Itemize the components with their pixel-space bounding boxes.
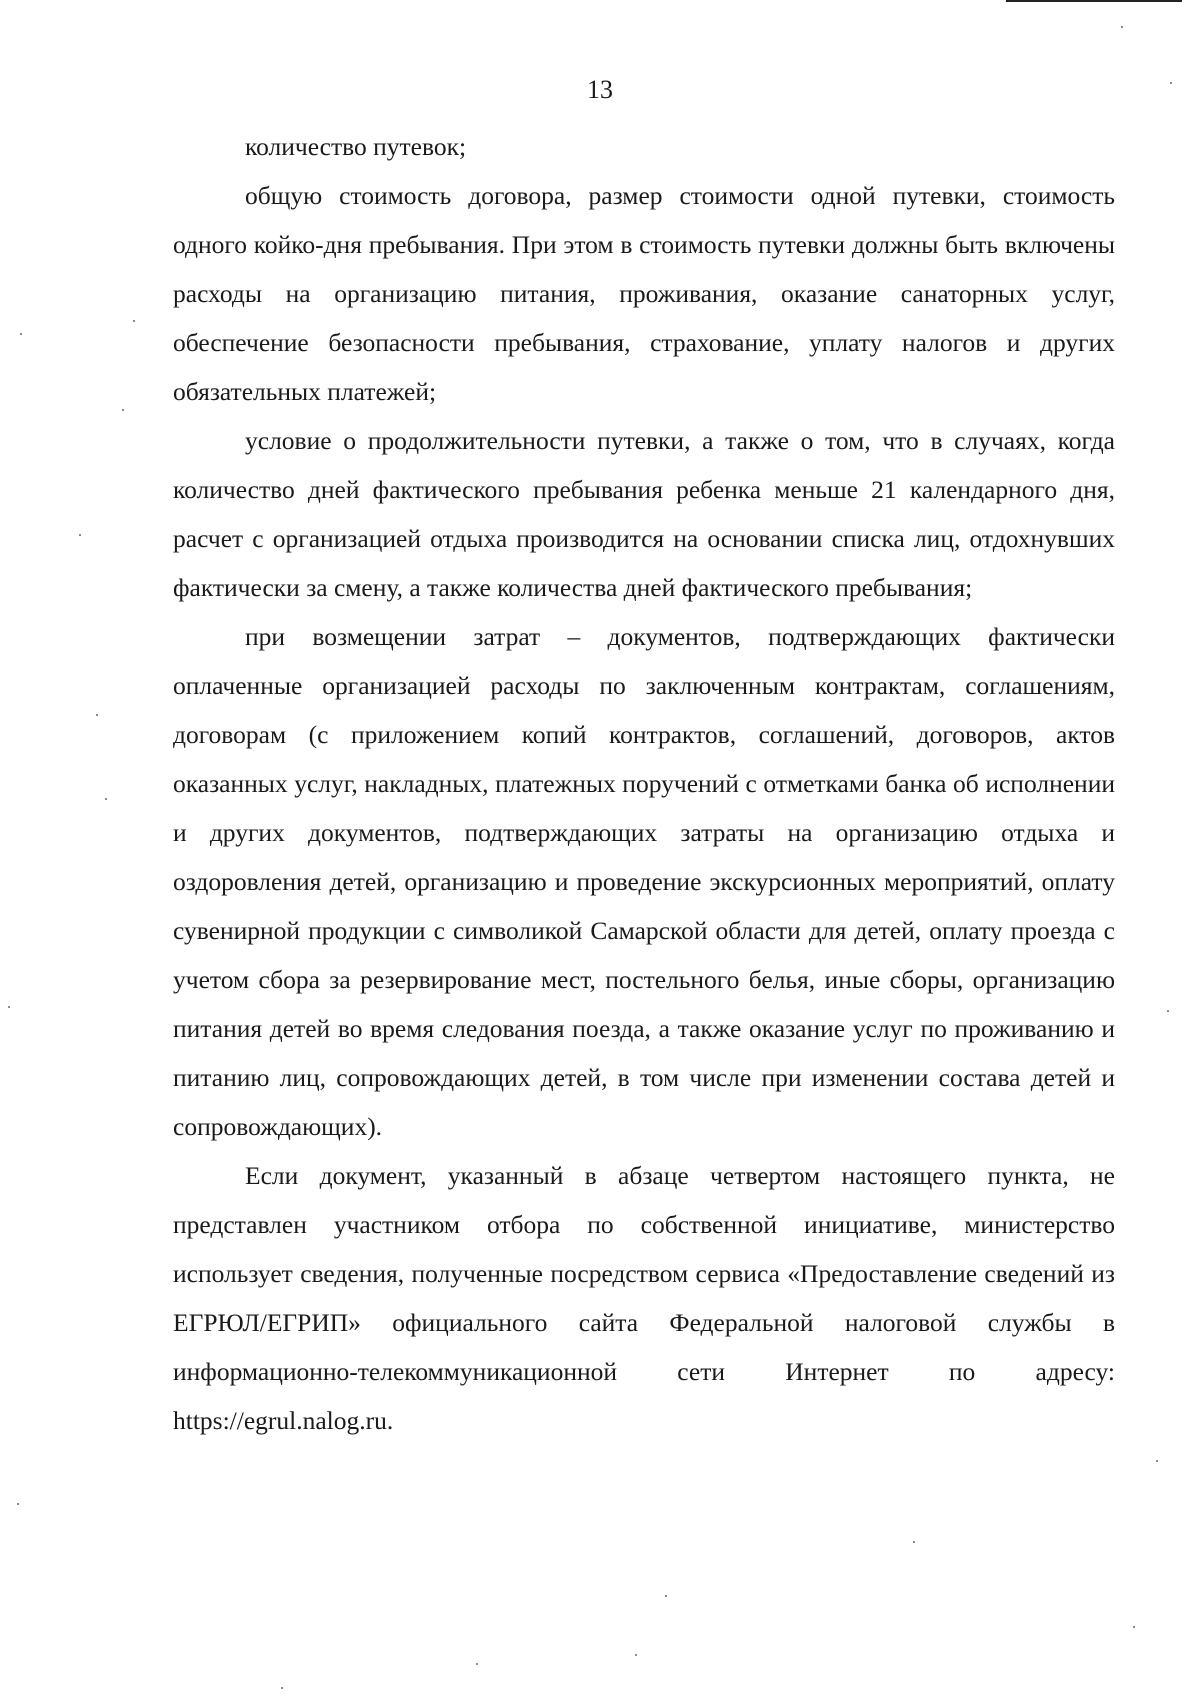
scan-speck xyxy=(1167,1010,1169,1012)
scan-speck xyxy=(122,409,124,411)
scan-speck xyxy=(281,1687,283,1689)
scan-speck xyxy=(133,320,135,322)
scan-speck xyxy=(665,1595,667,1597)
scan-speck xyxy=(79,534,81,536)
scan-speck xyxy=(1156,1460,1158,1462)
scan-speck xyxy=(1133,1626,1135,1628)
top-edge-rule xyxy=(1006,0,1182,2)
scan-speck xyxy=(20,333,22,335)
scan-speck xyxy=(1121,26,1123,28)
document-body xyxy=(173,122,1115,1445)
page-number: 13 xyxy=(587,75,613,104)
paragraph-voucher-count: количество путевок; xyxy=(245,132,467,161)
scan-speck xyxy=(96,714,98,716)
paragraph-contract-cost: общую стоимость договора, размер стоимости одной путевки, стоимость одного койко-дня пребывания. При этом в стоимость путевки должны быть включены расходы на организацию питания, проживания, оказание санаторных услуг, обеспечение безопасности пребывания, страхование, уплату налогов и других обязательных платежей; xyxy=(173,181,1115,406)
paragraph-egrul-reference: Если документ, указанный в абзаце четвертом настоящего пункта, не представлен участником отбора по собственной инициативе, министерство использует сведения, полученные посредством сервиса «Предоставление сведений из ЕГРЮЛ/ЕГРИП» официального сайта Федеральной налоговой службы в информационно-телекоммуникационной сети Интернет по адресу: https://egrul.nalog.ru. xyxy=(173,1161,1115,1435)
scan-speck xyxy=(1170,82,1172,84)
scan-speck xyxy=(913,1541,915,1543)
scan-speck xyxy=(635,1654,637,1656)
scan-speck xyxy=(8,1006,10,1008)
scan-speck xyxy=(17,1503,19,1505)
scan-speck xyxy=(476,1663,478,1665)
paragraph-cost-reimbursement: при возмещении затрат – документов, подтверждающих фактически оплаченные организацией расходы по заключенным контрактам, соглашениям, договорам (с приложением копий контрактов, соглашений, договоров, актов оказанных услуг, накладных, платежных поручений с отметками банка об исполнении и других документов, подтверждающих затраты на организацию отдыха и оздоровления детей, организацию и проведение экскурсионных мероприятий, оплату сувенирной продукции с символикой Самарской области для детей, оплату проезда с учетом сбора за резервирование мест, постельного белья, иные сборы, организацию питания детей во время следования поезда, а также оказание услуг по проживанию и питанию лиц, сопровождающих детей, в том числе при изменении состава детей и сопровождающих). xyxy=(173,622,1115,1141)
scan-speck xyxy=(105,798,107,800)
paragraph-voucher-duration: условие о продолжительности путевки, а также о том, что в случаях, когда количество дней фактического пребывания ребенка меньше 21 календарного дня, расчет с организацией отдыха производится на основании списка лиц, отдохнувших фактически за смену, а также количества дней фактического пребывания; xyxy=(173,426,1115,602)
